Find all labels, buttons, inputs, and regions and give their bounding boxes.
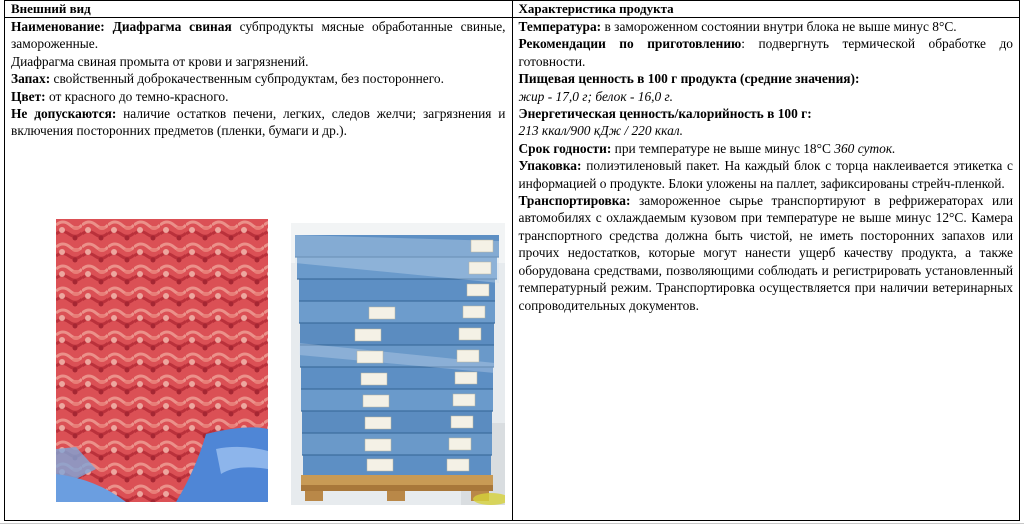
transport-para — [519, 192, 1014, 314]
appearance-cell — [5, 18, 513, 521]
shelf-life-days: 360 суток. — [834, 140, 896, 156]
notallowed-value: наличие остатков печени, легких, следов желчи; загрязнения и включения посторонних предметов (пленки, бумаги и др.). — [11, 106, 506, 139]
nutrition-value: жир - 17,0 г; белок - 16,0 г. — [518, 88, 673, 104]
washed-para: Диафрагма свиная промыта от крови и загрязнений. — [11, 53, 309, 69]
packaging-para — [519, 157, 1014, 192]
pallet-photo — [291, 223, 505, 505]
transport-label: Транспортировка: — [518, 193, 631, 209]
notallowed-para — [11, 105, 506, 140]
content-row — [5, 18, 1020, 521]
notallowed-label: Не допускаются: — [11, 106, 117, 122]
characteristics-cell — [512, 18, 1020, 521]
smell-label: Запах: — [11, 71, 51, 87]
color-value: от красного до темно-красного. — [45, 88, 229, 104]
temperature-label: Температура: — [518, 19, 602, 34]
smell-para — [11, 70, 506, 87]
header-characteristics: Характеристика продукта — [512, 1, 1020, 18]
shelf-life-value: при температуре не выше минус 18°С — [611, 140, 835, 156]
meat-photo — [56, 219, 268, 502]
spec-table — [4, 0, 1020, 521]
page-bottom-edge — [0, 523, 1024, 524]
name-rest: субпродукты мясные обработанные свиные, замороженные. — [11, 19, 506, 52]
shelf-life-label: Срок годности: — [518, 140, 612, 156]
smell-value: свойственный доброкачественным субпродуктам, без постороннего. — [50, 71, 444, 87]
header-row — [5, 1, 1020, 18]
temperature-value: в замороженном состоянии внутри блока не выше минус 8°С. — [601, 19, 957, 34]
energy-label: Энергетическая ценность/калорийность в 100 г: — [518, 106, 812, 122]
color-label: Цвет: — [11, 88, 46, 104]
preparation-value: : подвергнуть термической обработке до готовности. — [518, 36, 1013, 69]
color-para — [11, 88, 506, 105]
temperature-para — [519, 18, 1014, 35]
nutrition-label: Пищевая ценность в 100 г продукта (средние значения): — [518, 71, 860, 87]
preparation-label: Рекомендации по приготовлению — [518, 36, 742, 52]
product-name-para — [11, 18, 506, 53]
header-appearance: Внешний вид — [5, 1, 513, 18]
preparation-para — [519, 35, 1014, 70]
name-label: Наименование: — [11, 19, 105, 34]
packaging-label: Упаковка: — [518, 158, 582, 174]
shelf-life-para — [519, 140, 1014, 157]
transport-value: замороженное сырье транспортируют в рефрижераторах или автомобилях с охлаждаемым кузовом при температуре не выше минус 12°С. Камера транспортного средства должна быть чистой, не иметь посторонних запахов или прочих недостатков, которые могут нанести ущерб качеству продукта, а также оборудована средствами, позволяющими соблюдать и регистрировать установленный температурный режим. Транспортировка осуществляется при наличии ветеринарных сопроводительных документов. — [518, 193, 1013, 313]
energy-value: 213 ккал/900 кДж / 220 ккал. — [518, 123, 683, 139]
photos-area — [11, 219, 506, 519]
packaging-value: полиэтиленовый пакет. На каждый блок с торца наклеивается этикетка с информацией о продукте. Блоки уложены на паллет, зафиксированы стрейч-пленкой. — [518, 158, 1013, 191]
name-value: Диафрагма свиная — [112, 19, 232, 34]
